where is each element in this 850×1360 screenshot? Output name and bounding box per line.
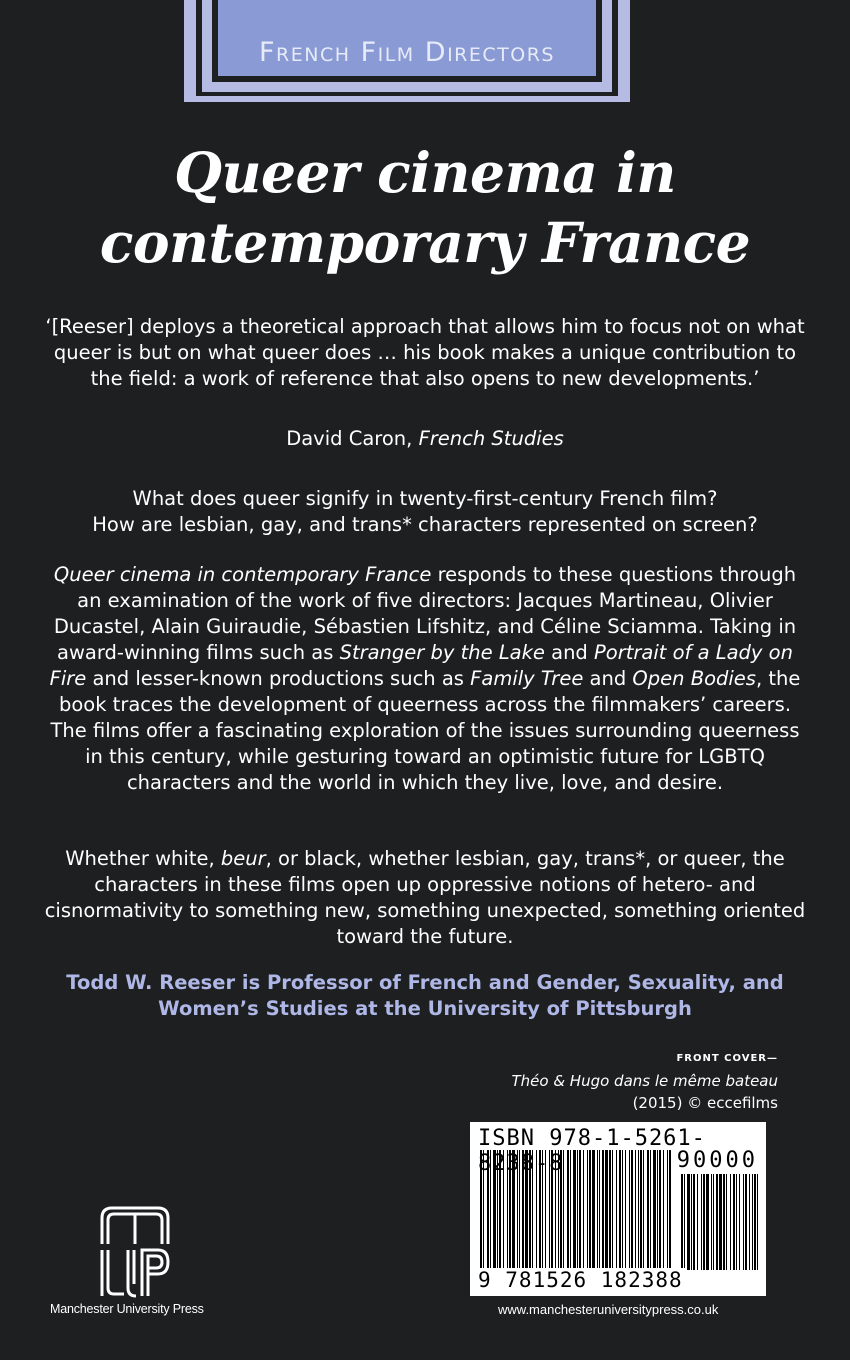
barcode-addon-bar	[736, 1174, 737, 1270]
quote-attribution	[40, 426, 810, 452]
barcode-addon-bar	[681, 1174, 683, 1270]
front-cover-copyright: (2015) © eccefilms	[632, 1094, 778, 1112]
price-code: 90000	[676, 1148, 758, 1173]
front-cover-film: Théo & Hugo dans le même bateau	[511, 1072, 778, 1090]
film-title-4: Open Bodies	[632, 667, 756, 690]
desc-text-2: and	[544, 641, 595, 664]
barcode-addon-bar	[726, 1174, 727, 1270]
closing-text-1: Whether white,	[65, 847, 221, 870]
publisher-name: Manchester University Press	[50, 1302, 204, 1316]
barcode-addon-bar	[733, 1174, 735, 1270]
barcode-addon-bar	[693, 1174, 695, 1270]
desc-text-5: , the book traces the development of queerness across the filmmakers’ careers. The films offer a fascinating exploration of the issues surrounding queerness in this century, while gesturing toward an optimistic future for LGBTQ characters and the world in which they live, love, and desire.	[50, 667, 801, 794]
barcode-addon-bar	[713, 1174, 714, 1270]
series-banner	[218, 0, 596, 76]
front-cover-credit	[512, 1048, 779, 1114]
desc-text-3: and lesser-known productions such as	[86, 667, 471, 690]
publisher-url[interactable]: www.manchesteruniversitypress.co.uk	[498, 1302, 719, 1317]
quote-author: David Caron,	[286, 427, 419, 450]
book-title-line2: contemporary France	[99, 210, 751, 275]
barcode-addon-bar	[716, 1174, 718, 1270]
barcode	[470, 1122, 766, 1296]
barcode-addon-bar	[749, 1174, 750, 1270]
question-2: How are lesbian, gay, and trans* characters represented on screen?	[92, 513, 758, 536]
ean-digits: 9 781526 182388	[478, 1268, 683, 1292]
quote-source: French Studies	[418, 427, 564, 450]
barcode-addon-bar	[754, 1174, 756, 1270]
film-title-2: Portrait of a Lady on Fire	[49, 641, 793, 690]
barcode-addon-bar	[706, 1174, 709, 1270]
barcode-addon-bar	[697, 1174, 698, 1270]
barcode-addon-bar	[723, 1174, 725, 1270]
barcode-addon-bar	[701, 1174, 702, 1270]
author-bio: Todd W. Reeser is Professor of French and Gender, Sexuality, and Women’s Studies at the University of Pittsburgh	[66, 971, 784, 1020]
barcode-addon-bar	[730, 1174, 731, 1270]
film-title-1: Stranger by the Lake	[339, 641, 545, 664]
barcode-addon-bar	[711, 1174, 712, 1270]
book-title-line1: Queer cinema in	[174, 140, 676, 205]
barcode-addon-bar	[752, 1174, 753, 1270]
desc-book-title: Queer cinema in contemporary France	[53, 563, 432, 586]
barcode-addon-bar	[745, 1174, 747, 1270]
barcode-addon-bar	[703, 1174, 705, 1270]
book-description	[40, 562, 810, 796]
intro-questions	[40, 486, 810, 538]
barcode-addon-bar	[719, 1174, 722, 1270]
barcode-addon-bar	[684, 1174, 685, 1270]
barcode-addon-bar	[743, 1174, 744, 1270]
desc-text-4: and	[583, 667, 633, 690]
front-cover-label: FRONT COVER—	[676, 1053, 778, 1064]
barcode-addon-bar	[739, 1174, 740, 1270]
closing-beur: beur	[220, 847, 266, 870]
barcode-addon-bar	[691, 1174, 692, 1270]
book-title	[0, 138, 850, 278]
film-title-3: Family Tree	[470, 667, 584, 690]
barcode-addon-bar	[757, 1174, 758, 1270]
barcode-addon-bar	[687, 1174, 690, 1270]
review-quote: ‘[Reeser] deploys a theoretical approach that allows him to focus not on what queer is but on what queer does … his book makes a unique contribution to the field: a work of reference that also opens to new developments.’	[45, 315, 805, 390]
manchester-university-press-logo-icon	[98, 1204, 172, 1300]
series-title: French Film Directors	[259, 36, 555, 68]
closing-text-2: , or black, whether lesbian, gay, trans*, or queer, the characters in these films open up oppressive notions of hetero- and cisnormativity to something new, something unexpected, something oriented toward the future.	[44, 847, 806, 948]
desc-text-1: responds to these questions through an examination of the work of five directors: Jacques Martineau, Olivier Ducastel, Alain Guiraudie, Sébastien Lifshitz, and Céline Sciamma. Taking in award-winning films such as	[53, 563, 797, 664]
closing-paragraph	[40, 846, 810, 950]
question-1: What does queer signify in twenty-first-century French film?	[132, 487, 718, 510]
isbn-text: ISBN 978-1-5261-8238-8	[478, 1126, 706, 1176]
